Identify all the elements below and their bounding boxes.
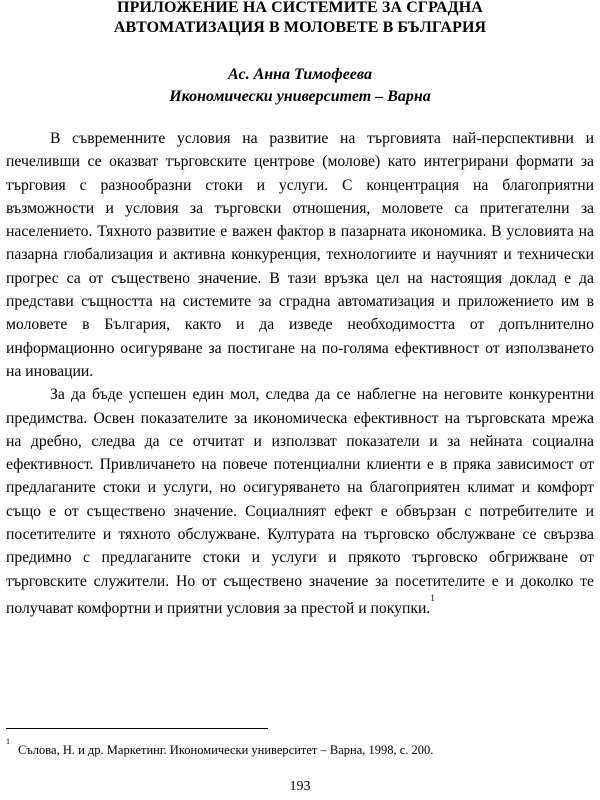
- author-name: Ас. Анна Тимофеева: [228, 66, 372, 83]
- paragraph-1: [6, 127, 594, 383]
- body-text: [6, 127, 594, 620]
- paragraph-2-text: За да бъде успешен един мол, следва да се наблегне на неговите конкурентни предимства. Освен показателите за икономическа ефективност на търговската мрежа на дребно, следва да се отчитат и използват показатели и за нейната социална ефективност. Привличането на повече потенциални клиенти е в пряка зависимост от предлаганите стоки и услуги, но осигуряването на благоприятен климат и комфорт също е от съществено значение. Социалният ефект е обвързан с потребителите и посетителите и тяхното обслужване. Културата на търговско обслужване се свързва предимно с предлаганите стоки и услуги и прякото търговско обгрижване от търговските служители. Но от съществено значение за посетителите е и доколко те получават комфортни и приятни условия за престой и покупки.: [6, 386, 594, 618]
- footnote: [6, 739, 594, 758]
- footnote-mark: 1: [6, 737, 10, 746]
- title-line-1: ПРИЛОЖЕНИЕ НА СИСТЕМИТЕ ЗА СГРАДНА: [117, 0, 483, 16]
- footnote-divider: [6, 728, 268, 729]
- paragraph-1-text: В съвременните условия на развитие на търговията най-перспективни и печеливши се оказват търговските центрове (молове) като интегрирани формати за търговия с разнообразни стоки и услуги. С концентрация на благоприятни възможности и условия за търговски отношения, моловете са притегателни за населението. Тяхното развитие е важен фактор в пазарната икономика. В условията на пазарна глобализация и активна конкуренция, технологиите и научният и технически прогрес са от съществено значение. В тази връзка цел на настоящия доклад е да представи същността на системите за сградна автоматизация и приложението им в моловете в България, както и да изведе необходимостта от допълнително информационно осигуряване за постигане на по-голяма ефективност от използването на иновации.: [6, 130, 594, 380]
- footnote-text: Сълова, Н. и др. Маркетинг. Икономически университет – Варна, 1998, с. 200.: [18, 743, 434, 758]
- paragraph-2: [6, 383, 594, 620]
- title-line-2: АВТОМАТИЗАЦИЯ В МОЛОВЕТЕ В БЪЛГАРИЯ: [113, 19, 487, 36]
- page-number: 193: [289, 779, 311, 794]
- author-affiliation: Икономически университет – Варна: [169, 88, 431, 105]
- document-title: [40, 0, 560, 38]
- author-block: [40, 64, 560, 108]
- footnote-reference: 1: [430, 592, 435, 603]
